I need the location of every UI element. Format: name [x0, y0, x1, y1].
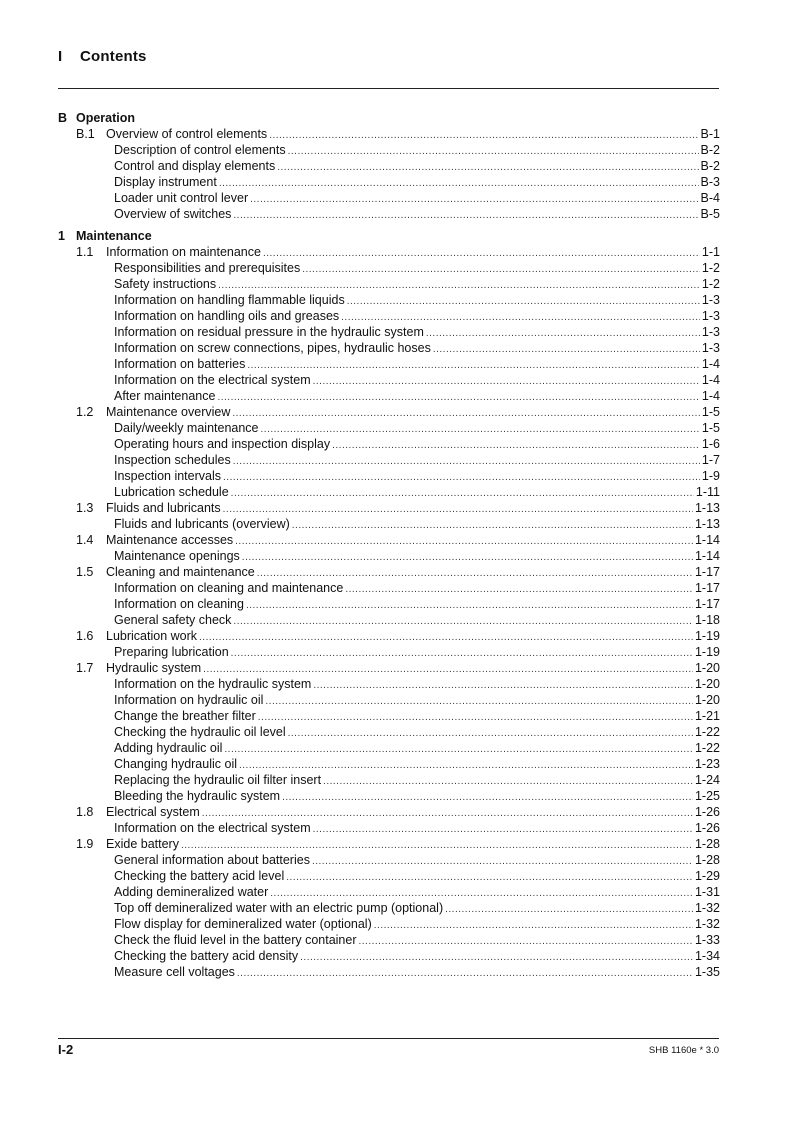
toc-entry[interactable] — [58, 820, 720, 836]
entry-page: 1-24 — [694, 773, 720, 787]
dot-leader — [345, 582, 693, 598]
entry-page: 1-3 — [701, 293, 720, 307]
toc-entry[interactable] — [58, 948, 720, 964]
toc-entry[interactable] — [58, 660, 720, 676]
dot-leader — [277, 160, 698, 176]
entry-page: 1-4 — [701, 357, 720, 371]
entry-title: Information on maintenance — [106, 245, 261, 259]
entry-page: 1-1 — [701, 245, 720, 259]
dot-leader — [235, 534, 693, 550]
dot-leader — [302, 262, 700, 278]
dot-leader — [347, 294, 700, 310]
dot-leader — [242, 550, 693, 566]
entry-title: Changing hydraulic oil — [114, 757, 237, 771]
toc-entry[interactable] — [58, 206, 720, 222]
entry-title: General safety check — [114, 613, 232, 627]
footer-rule — [58, 1038, 719, 1039]
toc-entry[interactable] — [58, 772, 720, 788]
toc-entry[interactable] — [58, 356, 720, 372]
entry-title: Bleeding the hydraulic system — [114, 789, 281, 803]
entry-page: 1-22 — [694, 725, 720, 739]
entry-title: Maintenance accesses — [106, 533, 234, 547]
toc-entry[interactable] — [58, 964, 720, 980]
toc-entry[interactable] — [58, 564, 720, 580]
entry-page: 1-18 — [694, 613, 720, 627]
toc-entry[interactable] — [58, 244, 720, 260]
entry-title: Control and display elements — [114, 159, 276, 173]
toc-entry[interactable] — [58, 740, 720, 756]
entry-page: 1-26 — [694, 805, 720, 819]
entry-number: 1.5 — [76, 565, 94, 579]
dot-leader — [246, 598, 693, 614]
toc-entry[interactable] — [58, 324, 720, 340]
toc-entry[interactable] — [58, 452, 720, 468]
toc-entry[interactable] — [58, 388, 720, 404]
dot-leader — [232, 406, 700, 422]
entry-title: Fluids and lubricants (overview) — [114, 517, 290, 531]
entry-number: 1.4 — [76, 533, 94, 547]
entry-page: 1-17 — [694, 565, 720, 579]
entry-title: Lubrication work — [106, 629, 198, 643]
toc-section — [58, 228, 720, 980]
entry-title: Information on handling flammable liquids — [114, 293, 345, 307]
entry-page: 1-20 — [694, 677, 720, 691]
toc-entry[interactable] — [58, 500, 720, 516]
entry-title: Fluids and lubricants — [106, 501, 221, 515]
entry-page: 1-21 — [694, 709, 720, 723]
dot-leader — [445, 902, 693, 918]
dot-leader — [233, 208, 698, 224]
entry-page: 1-11 — [695, 485, 720, 499]
entry-title: Top off demineralized water with an electric pump (optional) — [114, 901, 444, 915]
dot-leader — [269, 128, 698, 144]
entry-page: 1-13 — [694, 501, 720, 515]
entry-page: 1-35 — [694, 965, 720, 979]
toc-entry[interactable] — [58, 580, 720, 596]
toc-entry[interactable] — [58, 404, 720, 420]
toc-entry[interactable] — [58, 126, 720, 142]
section-heading — [58, 228, 720, 244]
entry-title: Information on handling oils and greases — [114, 309, 340, 323]
entry-title: Maintenance overview — [106, 405, 231, 419]
toc-entry[interactable] — [58, 596, 720, 612]
toc-entry[interactable] — [58, 532, 720, 548]
dot-leader — [233, 454, 700, 470]
dot-leader — [250, 192, 698, 208]
entry-number: 1.8 — [76, 805, 94, 819]
toc-entry[interactable] — [58, 468, 720, 484]
entry-page: 1-6 — [701, 437, 720, 451]
entry-page: 1-33 — [694, 933, 720, 947]
entry-page: 1-5 — [701, 405, 720, 419]
section-number: 1 — [58, 229, 65, 243]
entry-page: B-5 — [700, 207, 720, 221]
toc-entry[interactable] — [58, 852, 720, 868]
section-number: B — [58, 111, 68, 125]
section-title: Operation — [76, 111, 136, 125]
entry-page: 1-23 — [694, 757, 720, 771]
entry-page: 1-17 — [694, 581, 720, 595]
toc-entry[interactable] — [58, 142, 720, 158]
entry-page: 1-14 — [694, 549, 720, 563]
toc-entry[interactable] — [58, 516, 720, 532]
section-title: Maintenance — [76, 229, 152, 243]
dot-leader — [286, 870, 693, 886]
dot-leader — [426, 326, 700, 342]
entry-page: 1-17 — [694, 597, 720, 611]
toc-entry[interactable] — [58, 436, 720, 452]
toc-entry[interactable] — [58, 884, 720, 900]
dot-leader — [265, 694, 693, 710]
entry-page: 1-2 — [701, 261, 720, 275]
entry-page: B-4 — [700, 191, 720, 205]
entry-page: 1-19 — [694, 629, 720, 643]
entry-title: Information on batteries — [114, 357, 246, 371]
toc-entry[interactable] — [58, 708, 720, 724]
dot-leader — [247, 358, 700, 374]
entry-number: 1.3 — [76, 501, 94, 515]
entry-page: 1-14 — [694, 533, 720, 547]
header-rule — [58, 88, 719, 89]
entry-page: 1-34 — [694, 949, 720, 963]
entry-page: 1-31 — [694, 885, 720, 899]
entry-title: Preparing lubrication — [114, 645, 229, 659]
entry-title: Adding demineralized water — [114, 885, 269, 899]
footer-page-number: I-2 — [58, 1042, 74, 1057]
dot-leader — [258, 710, 693, 726]
entry-page: 1-22 — [694, 741, 720, 755]
entry-page: B-2 — [700, 143, 720, 157]
entry-title: Information on cleaning and maintenance — [114, 581, 344, 595]
entry-title: Checking the battery acid level — [114, 869, 285, 883]
entry-title: Replacing the hydraulic oil filter insert — [114, 773, 322, 787]
entry-title: Adding hydraulic oil — [114, 741, 223, 755]
entry-title: Electrical system — [106, 805, 200, 819]
entry-page: 1-20 — [694, 661, 720, 675]
dot-leader — [313, 374, 700, 390]
dot-leader — [313, 822, 693, 838]
dot-leader — [263, 246, 700, 262]
page-title — [58, 48, 147, 65]
dot-leader — [282, 790, 693, 806]
toc-section — [58, 110, 720, 222]
entry-title: Maintenance openings — [114, 549, 240, 563]
dot-leader — [359, 934, 693, 950]
chapter-number: I — [58, 48, 63, 65]
entry-page: 1-4 — [701, 373, 720, 387]
entry-title: Lubrication schedule — [114, 485, 229, 499]
toc-entry[interactable] — [58, 340, 720, 356]
dot-leader — [224, 742, 693, 758]
toc-entry[interactable] — [58, 260, 720, 276]
dot-leader — [237, 966, 693, 982]
entry-title: Checking the hydraulic oil level — [114, 725, 286, 739]
dot-leader — [217, 390, 699, 406]
entry-page: B-2 — [700, 159, 720, 173]
chapter-title: Contents — [80, 48, 147, 65]
entry-page: 1-28 — [694, 853, 720, 867]
toc-entry[interactable] — [58, 804, 720, 820]
entry-number: 1.1 — [76, 245, 94, 259]
toc-entry[interactable] — [58, 158, 720, 174]
entry-title: Information on the electrical system — [114, 821, 311, 835]
entry-title: Check the fluid level in the battery container — [114, 933, 357, 947]
toc-entry[interactable] — [58, 420, 720, 436]
entry-title: Measure cell voltages — [114, 965, 235, 979]
toc-entry[interactable] — [58, 724, 720, 740]
dot-leader — [300, 950, 693, 966]
footer-document-id: SHB 1160e * 3.0 — [648, 1045, 719, 1056]
entry-page: 1-20 — [694, 693, 720, 707]
entry-title: Daily/weekly maintenance — [114, 421, 259, 435]
dot-leader — [231, 646, 693, 662]
entry-page: B-1 — [700, 127, 720, 141]
dot-leader — [288, 726, 693, 742]
entry-title: Information on residual pressure in the hydraulic system — [114, 325, 424, 339]
entry-page: 1-3 — [701, 309, 720, 323]
table-of-contents — [58, 110, 720, 986]
entry-page: 1-3 — [701, 325, 720, 339]
entry-number: 1.7 — [76, 661, 94, 675]
entry-number: 1.6 — [76, 629, 94, 643]
entry-number: 1.2 — [76, 405, 94, 419]
toc-entry[interactable] — [58, 292, 720, 308]
entry-title: Information on hydraulic oil — [114, 693, 264, 707]
entry-title: After maintenance — [114, 389, 216, 403]
entry-title: Flow display for demineralized water (optional) — [114, 917, 372, 931]
dot-leader — [374, 918, 693, 934]
toc-entry[interactable] — [58, 756, 720, 772]
toc-entry[interactable] — [58, 372, 720, 388]
entry-title: Information on screw connections, pipes, hydraulic hoses — [114, 341, 431, 355]
entry-page: 1-26 — [694, 821, 720, 835]
section-heading — [58, 110, 720, 126]
toc-entry[interactable] — [58, 932, 720, 948]
entry-number: 1.9 — [76, 837, 94, 851]
entry-title: Inspection schedules — [114, 453, 231, 467]
entry-title: Hydraulic system — [106, 661, 202, 675]
dot-leader — [323, 774, 693, 790]
entry-number: B.1 — [76, 127, 95, 141]
entry-title: Cleaning and maintenance — [106, 565, 255, 579]
toc-entry[interactable] — [58, 628, 720, 644]
entry-page: 1-32 — [694, 917, 720, 931]
entry-title: Operating hours and inspection display — [114, 437, 331, 451]
toc-entry[interactable] — [58, 836, 720, 852]
entry-page: 1-19 — [694, 645, 720, 659]
entry-page: 1-7 — [701, 453, 720, 467]
dot-leader — [433, 342, 700, 358]
toc-entry[interactable] — [58, 868, 720, 884]
entry-title: Responsibilities and prerequisites — [114, 261, 301, 275]
entry-page: B-3 — [700, 175, 720, 189]
toc-entry[interactable] — [58, 916, 720, 932]
dot-leader — [231, 486, 694, 502]
entry-page: 1-28 — [694, 837, 720, 851]
toc-entry[interactable] — [58, 612, 720, 628]
entry-title: Inspection intervals — [114, 469, 222, 483]
entry-title: General information about batteries — [114, 853, 310, 867]
toc-entry[interactable] — [58, 676, 720, 692]
entry-title: Information on the hydraulic system — [114, 677, 312, 691]
toc-entry[interactable] — [58, 692, 720, 708]
dot-leader — [332, 438, 700, 454]
entry-title: Change the breather filter — [114, 709, 256, 723]
toc-entry[interactable] — [58, 190, 720, 206]
dot-leader — [223, 502, 693, 518]
entry-page: 1-32 — [694, 901, 720, 915]
entry-title: Exide battery — [106, 837, 179, 851]
toc-entry[interactable] — [58, 276, 720, 292]
toc-entry[interactable] — [58, 900, 720, 916]
entry-title: Checking the battery acid density — [114, 949, 299, 963]
entry-title: Description of control elements — [114, 143, 286, 157]
entry-title: Information on the electrical system — [114, 373, 311, 387]
dot-leader — [292, 518, 693, 534]
entry-page: 1-13 — [694, 517, 720, 531]
entry-title: Display instrument — [114, 175, 217, 189]
dot-leader — [219, 176, 699, 192]
toc-entry[interactable] — [58, 788, 720, 804]
entry-page: 1-5 — [701, 421, 720, 435]
toc-entry[interactable] — [58, 174, 720, 190]
entry-page: 1-25 — [694, 789, 720, 803]
dot-leader — [313, 678, 693, 694]
entry-page: 1-9 — [701, 469, 720, 483]
dot-leader — [288, 144, 699, 160]
entry-page: 1-4 — [701, 389, 720, 403]
entry-title: Overview of control elements — [106, 127, 268, 141]
entry-page: 1-2 — [701, 277, 720, 291]
entry-title: Loader unit control lever — [114, 191, 249, 205]
toc-entry[interactable] — [58, 644, 720, 660]
entry-title: Safety instructions — [114, 277, 217, 291]
entry-page: 1-29 — [694, 869, 720, 883]
dot-leader — [233, 614, 693, 630]
dot-leader — [223, 470, 700, 486]
dot-leader — [199, 630, 693, 646]
toc-entry[interactable] — [58, 484, 720, 500]
entry-title: Overview of switches — [114, 207, 232, 221]
dot-leader — [312, 854, 693, 870]
entry-title: Information on cleaning — [114, 597, 244, 611]
toc-entry[interactable] — [58, 548, 720, 564]
entry-page: 1-3 — [701, 341, 720, 355]
toc-entry[interactable] — [58, 308, 720, 324]
